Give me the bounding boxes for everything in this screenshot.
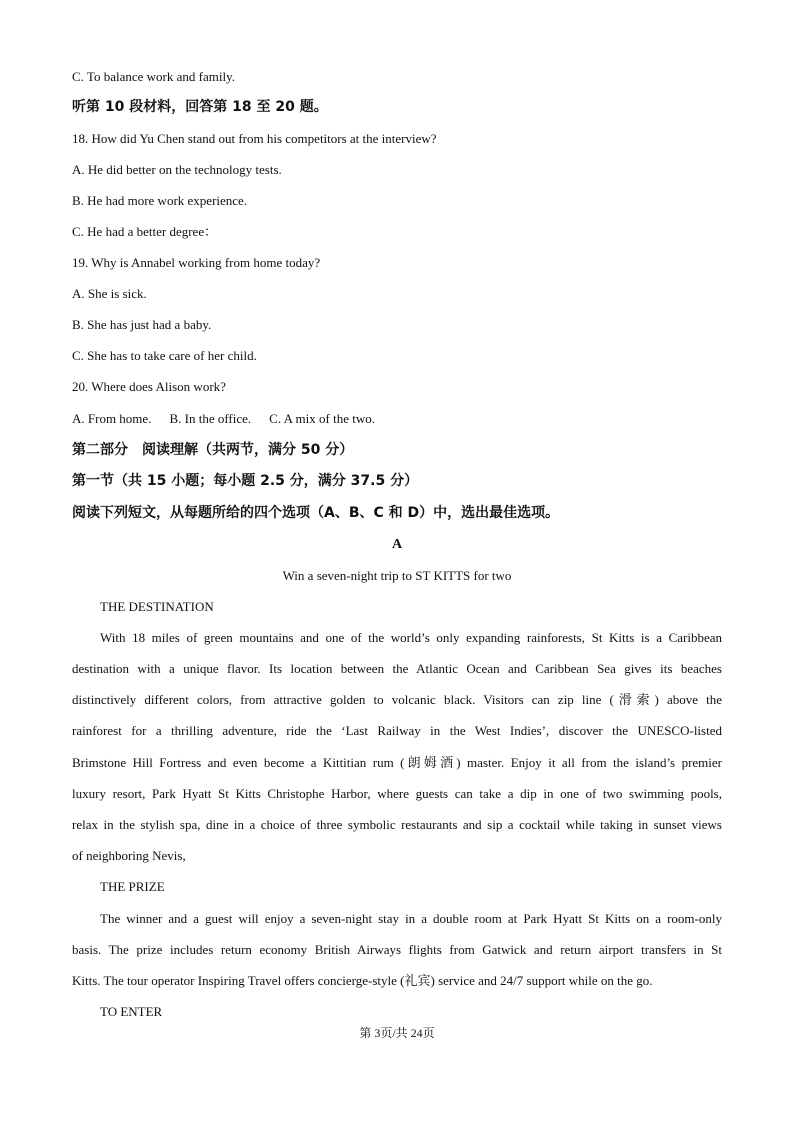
q19-option-a: A. She is sick. <box>72 286 147 301</box>
q18-option-a: A. He did better on the technology tests. <box>72 162 282 177</box>
prize-line: basis. The prize includes return economy British Airways flights from Gatwick and return airport transfers in St <box>72 942 722 957</box>
destination-line: destination with a unique flavor. Its location between the Atlantic Ocean and Caribbean Sea gives its beaches <box>72 661 722 676</box>
q20-option-b: B. In the office. <box>169 411 252 426</box>
passage-title: Win a seven-night trip to ST KITTS for two <box>282 568 512 583</box>
destination-line: distinctively different colors, from attractive golden to volcanic black. Visitors can zip line (滑索) above the <box>72 692 722 707</box>
q18-option-c: C. He had a better degree： <box>72 224 218 239</box>
section10-header: 听第 10 段材料，回答第 18 至 20 题。 <box>72 99 328 115</box>
q17-option-c: C. To balance work and family. <box>72 69 235 84</box>
q20-option-c: C. A mix of the two. <box>269 411 375 426</box>
destination-line: With 18 miles of green mountains and one of the world’s only expanding rainforests, St Kitts is a Caribbean <box>100 630 722 645</box>
destination-line: of neighboring Nevis, <box>72 848 186 863</box>
section1-header: 第一节（共 15 小题；每小题 2.5 分，满分 37.5 分） <box>72 473 419 489</box>
q18-option-b: B. He had more work experience. <box>72 193 248 208</box>
prize-heading: THE PRIZE <box>100 879 165 894</box>
reading-instructions: 阅读下列短文，从每题所给的四个选项（A、B、C 和 D）中，选出最佳选项。 <box>72 505 560 521</box>
part2-header: 第二部分 阅读理解（共两节，满分 50 分） <box>72 442 354 458</box>
destination-heading: THE DESTINATION <box>100 599 214 614</box>
q20-options <box>72 410 375 428</box>
destination-line: rainforest for a thrilling adventure, ride the ‘Last Railway in the West Indies’, discover the UNESCO-listed <box>72 723 722 738</box>
q19-option-b: B. She has just had a baby. <box>72 317 212 332</box>
q18-question: 18. How did Yu Chen stand out from his competitors at the interview? <box>72 131 437 146</box>
passage-letter: A <box>391 537 403 552</box>
destination-line: luxury resort, Park Hyatt St Kitts Christophe Harbor, where guests can take a dip in one of two swimming pools, <box>72 786 722 801</box>
q20-option-a: A. From home. <box>72 411 152 426</box>
destination-line: Brimstone Hill Fortress and even become a Kittitian rum (朗姆酒) master. Enjoy it all from the island’s premier <box>72 755 722 770</box>
prize-line: Kitts. The tour operator Inspiring Travel offers concierge-style (礼宾) service and 24/7 support while on the go. <box>72 973 653 988</box>
page-footer: 第 3页/共 24页 <box>359 1026 435 1040</box>
q20-question: 20. Where does Alison work? <box>72 379 226 394</box>
q19-question: 19. Why is Annabel working from home today? <box>72 255 321 270</box>
prize-line: The winner and a guest will enjoy a seven-night stay in a double room at Park Hyatt St Kitts on a room-only <box>100 911 722 926</box>
enter-heading: TO ENTER <box>100 1004 163 1019</box>
destination-line: relax in the stylish spa, dine in a choice of three symbolic restaurants and sip a cocktail while taking in sunset views <box>72 817 722 832</box>
q19-option-c: C. She has to take care of her child. <box>72 348 257 363</box>
